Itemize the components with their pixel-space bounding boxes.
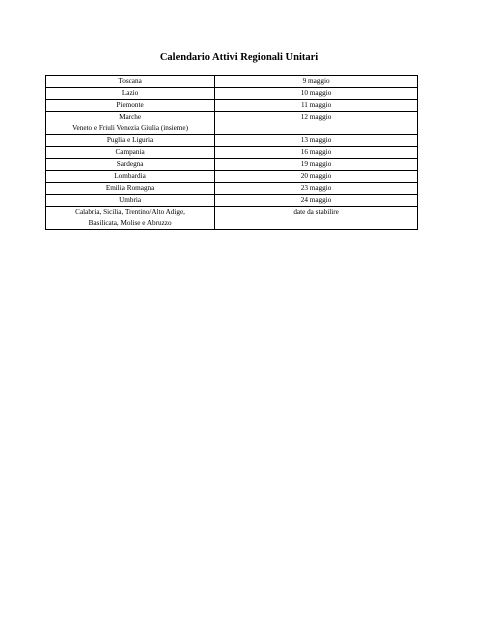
table-row <box>46 195 418 207</box>
table-row <box>46 100 418 112</box>
region-name: Veneto e Friuli Venezia Giulia (insieme) <box>72 124 188 132</box>
table-row <box>46 147 418 159</box>
page-title: Calendario Attivi Regionali Unitari <box>159 52 319 63</box>
region-cell <box>46 183 215 195</box>
date-cell: 10 maggio <box>215 88 418 100</box>
table-row <box>46 159 418 171</box>
region-cell <box>46 135 215 147</box>
date-cell: 9 maggio <box>215 76 418 88</box>
date-cell: 12 maggio <box>215 112 418 135</box>
date-cell: 20 maggio <box>215 171 418 183</box>
region-name: Puglia e Liguria <box>106 136 154 144</box>
region-name: Lombardia <box>114 172 146 180</box>
date-cell: 19 maggio <box>215 159 418 171</box>
region-cell <box>46 112 215 135</box>
region-cell <box>46 171 215 183</box>
region-name: Sardegna <box>116 160 144 168</box>
region-name: Calabria, Sicilia, Trentino/Alto Adige, <box>75 208 185 216</box>
region-cell <box>46 195 215 207</box>
date-cell: 13 maggio <box>215 135 418 147</box>
date-cell: date da stabilire <box>215 207 418 230</box>
table-row <box>46 135 418 147</box>
calendar-table <box>45 75 418 230</box>
region-name: Emilia Romagna <box>105 184 155 192</box>
date-cell: 24 maggio <box>215 195 418 207</box>
table-row <box>46 76 418 88</box>
region-name: Marche <box>119 113 142 121</box>
region-name: Piemonte <box>116 101 144 109</box>
table-row <box>46 183 418 195</box>
region-cell <box>46 100 215 112</box>
table-row <box>46 88 418 100</box>
table-row <box>46 171 418 183</box>
calendar-table-body <box>46 76 418 230</box>
region-name: Lazio <box>121 89 139 97</box>
region-name: Toscana <box>118 77 142 85</box>
region-cell <box>46 76 215 88</box>
date-cell: 16 maggio <box>215 147 418 159</box>
region-cell <box>46 88 215 100</box>
region-name: Umbria <box>119 196 142 204</box>
date-cell: 11 maggio <box>215 100 418 112</box>
table-row <box>46 207 418 230</box>
region-name: Basilicata, Molise e Abruzzo <box>88 219 172 227</box>
region-name: Campania <box>115 148 145 156</box>
date-cell: 23 maggio <box>215 183 418 195</box>
region-cell <box>46 147 215 159</box>
region-cell <box>46 159 215 171</box>
region-cell <box>46 207 215 230</box>
table-row <box>46 112 418 135</box>
